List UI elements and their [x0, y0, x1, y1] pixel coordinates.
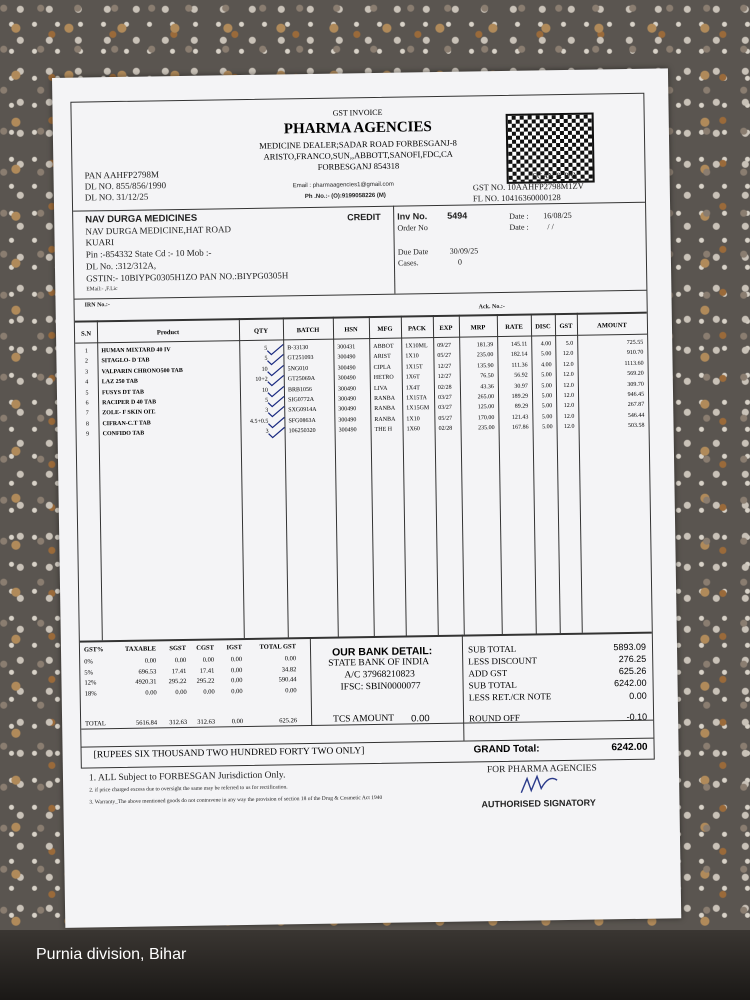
gst-number: GST NO. 10AAHFP2798M1ZV [472, 180, 584, 193]
order-date: / / [547, 222, 554, 232]
item-batch: GT251093 [287, 355, 314, 362]
item-hsn: 300490 [337, 385, 356, 393]
item-pack: 1X15TA [406, 395, 427, 402]
item-qty: 5 [264, 345, 268, 352]
item-disc: 5.00 [541, 393, 553, 400]
gst-cell: 0.00 [230, 656, 243, 664]
item-amount: 725.55 [626, 339, 644, 347]
gst-cell: GST% [83, 646, 104, 654]
item-rate: 111.36 [511, 362, 528, 369]
item-mrp: 76.50 [480, 373, 494, 380]
less-ret: 0.00 [629, 690, 647, 702]
inv-date: 16/08/25 [543, 210, 572, 221]
column-header-rate: RATE [505, 323, 523, 331]
gst-cell: 0.00 [231, 718, 244, 726]
due-date-label: Due Date [397, 247, 429, 257]
item-sn: 5 [85, 390, 89, 397]
item-mfg: RANBA [374, 416, 396, 423]
sub-total2-label: SUB TOTAL [468, 679, 517, 691]
item-mfg: HETRO [373, 374, 394, 382]
bank-name: STATE BANK OF INDIA [328, 657, 430, 669]
item-gst: 12.0 [563, 361, 574, 368]
item-product: CONFIDO TAB [102, 430, 145, 438]
gst-cell: 696.53 [138, 667, 157, 676]
item-rate: 167.86 [512, 424, 529, 432]
item-amount: 546.44 [627, 412, 645, 419]
item-amount: 569.20 [627, 370, 644, 378]
item-mrp: 181.39 [476, 342, 494, 349]
item-gst: 12.0 [562, 351, 574, 358]
item-pack: 1X15T [405, 364, 423, 371]
item-gst: 12.0 [563, 372, 574, 379]
divider [310, 637, 312, 725]
item-mrp: 235.00 [476, 352, 494, 359]
item-rate: 56.92 [514, 372, 528, 379]
item-batch: 106250320 [288, 428, 316, 435]
item-mrp: 265.00 [477, 394, 495, 401]
item-mrp: 170.00 [477, 414, 495, 422]
bank-ifsc: IFSC: SBIN0000077 [340, 681, 421, 693]
for-company: FOR PHARMA AGENCIES [486, 763, 597, 776]
location-caption: Purnia division, Bihar [36, 946, 187, 963]
item-exp: 05/27 [438, 415, 453, 422]
item-hsn: 300490 [338, 427, 357, 434]
date-label: Date : [509, 211, 529, 221]
item-sn: 2 [84, 358, 89, 365]
item-hsn: 300490 [337, 354, 356, 361]
terms-1: 1. ALL Subject to FORBESGAN Jurisdiction Only. [88, 770, 286, 784]
item-sn: 4 [85, 379, 89, 386]
buyer-line-3: Pin :-854332 State Cd :- 10 Mob :- [85, 247, 212, 260]
gst-cell: 34.82 [281, 665, 297, 673]
item-amount: 946.45 [627, 391, 645, 398]
company-address-3: FORBESGANJ 854318 [317, 160, 400, 172]
gst-cell: 312.63 [197, 718, 216, 726]
buyer-gstin: GSTIN:- 10BIYPG0305H1ZO PAN NO.:BIYPG0305H [86, 270, 289, 284]
gst-cell: 0.00 [203, 688, 215, 696]
gst-cell: 0.00 [231, 687, 243, 695]
item-qty: 4.5+0.5 [249, 418, 269, 425]
item-exp: 03/27 [438, 405, 452, 412]
gst-cell: IGST [226, 644, 243, 652]
round-off-label: ROUND OFF [469, 712, 520, 724]
grand-total: 6242.00 [611, 741, 648, 754]
item-disc: 5.00 [541, 372, 552, 379]
fl-number: FL NO. 10416360000128 [472, 192, 561, 204]
gst-cell: 18% [84, 689, 97, 698]
due-date: 30/09/25 [449, 246, 479, 256]
inv-no-label: Inv No. [397, 211, 428, 222]
gst-cell: 17.41 [171, 667, 187, 675]
gst-cell: 590.44 [278, 676, 297, 684]
item-exp: 12/27 [437, 373, 452, 381]
gst-cell: SGST [169, 644, 187, 653]
item-mfg: ARIST [373, 354, 391, 361]
item-pack: 1X4T [405, 384, 420, 392]
phone: Ph .No.:- (O):9199058226 (M) [304, 192, 386, 201]
item-gst: 12.0 [563, 382, 574, 389]
gst-cell: TOTAL [85, 720, 106, 728]
divider [393, 206, 395, 294]
item-sn: 8 [85, 421, 89, 428]
cases-value: 0 [457, 257, 463, 267]
dl-date: DL NO. 31/12/25 [84, 191, 149, 203]
gst-cell: 312.63 [169, 718, 188, 727]
sub-total: 5893.09 [613, 641, 647, 653]
credit-label: CREDIT [347, 211, 381, 223]
sub-total-label: SUB TOTAL [467, 643, 517, 655]
discount-label: LESS DISCOUNT [468, 655, 538, 667]
add-gst-label: ADD GST [468, 667, 508, 679]
dl-number: DL NO. 855/856/1990 [84, 180, 167, 192]
item-mfg: THE H [374, 426, 393, 434]
item-hsn: 300490 [338, 406, 357, 413]
item-mrp: 125.00 [477, 404, 495, 411]
item-rate: 182.14 [510, 351, 528, 359]
gst-cell: TAXABLE [124, 645, 157, 653]
column-header-mfg: MFG [377, 325, 393, 333]
item-rate: 189.29 [511, 393, 529, 400]
item-disc: 5.00 [542, 424, 553, 431]
item-exp: 12/27 [437, 363, 452, 370]
item-gst: 5.0 [565, 340, 574, 347]
tcs-amount: 0.00 [411, 713, 430, 725]
gst-cell: CGST [196, 644, 215, 652]
item-batch: 5NG010 [287, 365, 309, 373]
round-off: -0.10 [626, 711, 648, 723]
item-product: VALPARIN CHRONO500 TAB [101, 367, 183, 376]
grand-total-label: GRAND Total: [473, 743, 540, 756]
gst-cell: 5% [84, 668, 94, 677]
column-header-product: Product [156, 329, 180, 337]
gst-cell: 0.00 [230, 666, 243, 674]
item-qty: 10 [261, 387, 268, 394]
item-disc: 5.00 [540, 351, 552, 358]
item-pack: 1X6T [405, 374, 420, 381]
column-header-sn: S.N [81, 330, 92, 338]
item-amount: 267.87 [627, 402, 645, 409]
item-batch: BRB1056 [287, 386, 312, 393]
gst-cell: 0.00 [144, 657, 157, 665]
sub-total2: 6242.00 [613, 677, 647, 689]
gst-cell: TOTAL GST [259, 643, 297, 651]
item-exp: 03/27 [438, 394, 452, 401]
item-rate: 145.11 [510, 341, 528, 348]
item-qty: 10 [261, 366, 268, 373]
item-mfg: LIVA [373, 385, 388, 392]
item-sn: 9 [86, 431, 90, 438]
item-disc: 5.00 [541, 413, 553, 421]
gst-cell: 295.22 [168, 677, 187, 686]
item-amount: 1113.60 [624, 360, 644, 367]
buyer-line-2: KUARI [85, 237, 115, 248]
terms-3: 3. Warranty_The above mentioned goods do not contravene in any way the provision of section 18 of the Drug & Cosmetic Act 1940 [89, 794, 383, 806]
bank-title: OUR BANK DETAIL: [331, 645, 433, 659]
item-batch: GT25069A [287, 376, 316, 383]
item-sn: 1 [84, 348, 88, 355]
item-product: LAZ 250 TAB [101, 378, 138, 386]
item-mrp: 235.00 [478, 425, 495, 432]
item-qty: 3 [265, 408, 269, 415]
column-header-exp: EXP [439, 324, 453, 332]
order-no-label: Order No [397, 223, 428, 233]
column-header-gst: GST [559, 322, 573, 331]
doc-type: GST INVOICE [332, 107, 383, 118]
item-mrp: 43.36 [480, 383, 494, 390]
column-header-disc: DISC [535, 323, 551, 331]
divider [74, 290, 646, 300]
gst-cell: 0.00 [202, 656, 215, 664]
signature-icon [519, 772, 559, 797]
invoice-paper [52, 68, 681, 928]
discount: 276.25 [618, 653, 647, 665]
gst-cell: 0.00 [231, 677, 243, 685]
buyer-line-4: DL No. :312/312A, [85, 260, 157, 272]
item-batch: SXG0914A [288, 407, 317, 414]
company-address-2: ARISTO,FRANCO,SUN,,ABBOTT,SANOFI,FDC,CA [263, 148, 453, 162]
item-qty: 3 [265, 428, 269, 435]
inv-no: 5494 [447, 210, 468, 221]
item-product: SITAGLO- D TAB [101, 357, 150, 365]
gst-cell: 0.00 [285, 686, 297, 694]
item-product: FUSYS DT TAB [101, 389, 145, 396]
pan-number: PAN AAHFP2798M [84, 169, 160, 181]
gst-cell: 625.26 [279, 717, 298, 725]
item-mfg: ABBOT [373, 343, 394, 350]
item-qty: 10+2 [255, 376, 268, 384]
irn-label: IRN No.:- [84, 302, 110, 309]
column-header-amount: AMOUNT [597, 322, 627, 330]
buyer-name: NAV DURGA MEDICINES [85, 212, 198, 226]
tcs-label: TCS AMOUNT [333, 713, 395, 725]
invoice-frame [70, 93, 654, 769]
item-batch: SFG0863A [288, 417, 316, 425]
item-disc: 5.00 [541, 382, 552, 389]
item-batch: B-33130 [287, 345, 309, 352]
gst-cell: 295.22 [196, 677, 215, 685]
column-header-mrp: MRP [470, 324, 486, 332]
item-exp: 09/27 [437, 342, 451, 349]
bank-ac: A/C 37968210823 [344, 669, 415, 681]
item-pack: 1X15GM [406, 405, 430, 412]
background-floor [0, 930, 750, 1000]
gst-cell: 0% [84, 658, 93, 666]
amount-in-words: [RUPEES SIX THOUSAND TWO HUNDRED FORTY TWO ONLY] [93, 746, 365, 761]
item-pack: 1X10ML [405, 343, 428, 350]
item-product: HUMAN MIXTARD 40 IV [101, 347, 171, 355]
company-address-1: MEDICINE DEALER;SADAR ROAD FORBESGANJ-8 [259, 137, 457, 151]
company-name: PHARMA AGENCIES [283, 119, 432, 138]
order-date-label: Date : [509, 222, 529, 232]
item-gst: 12.0 [564, 424, 575, 431]
item-sn: 6 [85, 400, 89, 407]
scan-pay: SCAN & PAY [532, 170, 579, 181]
item-gst: 12.0 [563, 413, 575, 420]
item-gst: 12.0 [563, 403, 575, 410]
item-qty: 5 [264, 356, 268, 363]
item-hsn: 300431 [337, 344, 356, 351]
cases-label: Cases. [397, 258, 419, 268]
column-header-pack: PACK [407, 325, 427, 333]
gst-cell: 0.00 [174, 656, 187, 665]
authorised-signatory: AUTHORISED SIGNATORY [481, 797, 596, 810]
item-mrp: 135.90 [477, 362, 494, 370]
divider [462, 635, 465, 741]
item-hsn: 300490 [338, 396, 357, 403]
item-amount: 910.70 [626, 350, 644, 357]
item-rate: 30.97 [514, 383, 528, 390]
add-gst: 625.26 [618, 665, 647, 677]
terms-2: 2. if price charged excess due to oversight the same may be referred to us for rectification. [89, 784, 288, 794]
item-product: CIFRAN-C.T TAB [102, 420, 151, 428]
item-hsn: 300490 [337, 365, 356, 372]
item-product: RACIPER D 40 TAB [102, 399, 157, 407]
item-hsn: 300490 [338, 417, 357, 424]
gst-cell: 0.00 [175, 688, 187, 696]
column-header-batch: BATCH [296, 326, 320, 335]
item-batch: SIG0772A [288, 396, 315, 404]
item-exp: 05/27 [437, 353, 452, 360]
buyer-line-1: NAV DURGA MEDICINE,HAT ROAD [85, 224, 231, 237]
item-disc: 5.00 [541, 403, 553, 410]
divider [80, 632, 652, 643]
item-hsn: 300490 [337, 375, 356, 382]
item-disc: 4.00 [541, 361, 552, 369]
item-sn: 3 [85, 369, 89, 376]
item-sn: 7 [85, 410, 89, 417]
divider [82, 738, 654, 748]
divider [75, 312, 647, 323]
item-mfg: CIPLA [373, 364, 391, 371]
table-column-lines [71, 94, 643, 103]
item-product: ZOLE- F SKIN OIT. [102, 409, 156, 417]
item-mfg: RANBA [374, 406, 396, 413]
gst-cell: 0.00 [284, 655, 297, 663]
less-ret-label: LESS RET./CR NOTE [468, 691, 552, 703]
column-header-qty: QTY [253, 327, 269, 335]
check-mark-icon [267, 427, 287, 439]
item-pack: 1X10 [405, 353, 419, 360]
item-mfg: RANBA [374, 395, 396, 402]
item-disc: 4.00 [540, 341, 552, 348]
item-gst: 12.0 [563, 392, 575, 400]
item-rate: 121.43 [511, 414, 529, 421]
item-rate: 89.29 [514, 403, 529, 411]
buyer-email: EMail:- ,F.Lic [86, 285, 118, 293]
gst-cell: 12% [84, 679, 97, 687]
item-amount: 309.70 [627, 381, 644, 388]
ack-label: Ack. No.:- [478, 303, 505, 311]
gst-cell: 0.00 [145, 688, 157, 697]
item-amount: 503.58 [627, 422, 645, 430]
item-pack: 1X10 [406, 416, 420, 423]
item-pack: 1X60 [406, 426, 420, 433]
item-exp: 02/28 [437, 384, 452, 391]
item-exp: 02/28 [438, 425, 453, 433]
gst-cell: 5616.84 [135, 719, 158, 727]
gst-cell: 17.41 [199, 667, 215, 675]
item-qty: 5 [265, 397, 269, 404]
gst-cell: 4920.31 [135, 678, 157, 686]
column-header-hsn: HSN [344, 326, 358, 334]
email: Email : pharmaagencies1@gmail.com [292, 181, 394, 190]
